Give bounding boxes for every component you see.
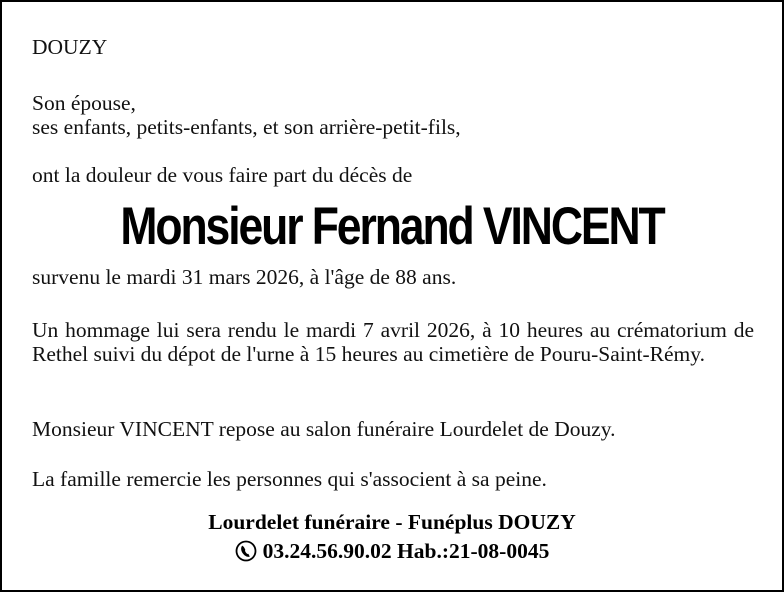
contact-text: 03.24.56.90.02 Hab.:21-08-0045 xyxy=(262,539,550,563)
death-details: survenu le mardi 31 mars 2026, à l'âge de 88 ans. xyxy=(32,265,457,289)
funeral-company: Lourdelet funéraire - Funéplus DOUZY xyxy=(208,510,576,534)
family-announcement xyxy=(32,91,754,139)
rest-place: Monsieur VINCENT repose au salon funéraire Lourdelet de Douzy. xyxy=(32,417,616,441)
family-line-spouse: Son épouse, xyxy=(32,91,136,115)
deceased-name: Monsieur Fernand VINCENT xyxy=(120,197,664,256)
tribute-details: Un hommage lui sera rendu le mardi 7 avril 2026, à 10 heures au crématorium de Rethel suivi du dépot de l'urne à 15 heures au cimetière de Pouru-Saint-Rémy. xyxy=(32,318,754,366)
phone-icon xyxy=(235,540,257,562)
family-line-children: ses enfants, petits-enfants, et son arrière-petit-fils, xyxy=(32,115,461,139)
town-heading: DOUZY xyxy=(32,35,108,59)
family-thanks: La famille remercie les personnes qui s'associent à sa peine. xyxy=(32,467,547,491)
announcement-intro: ont la douleur de vous faire part du décès de xyxy=(32,163,413,187)
funeral-contact xyxy=(2,539,782,563)
